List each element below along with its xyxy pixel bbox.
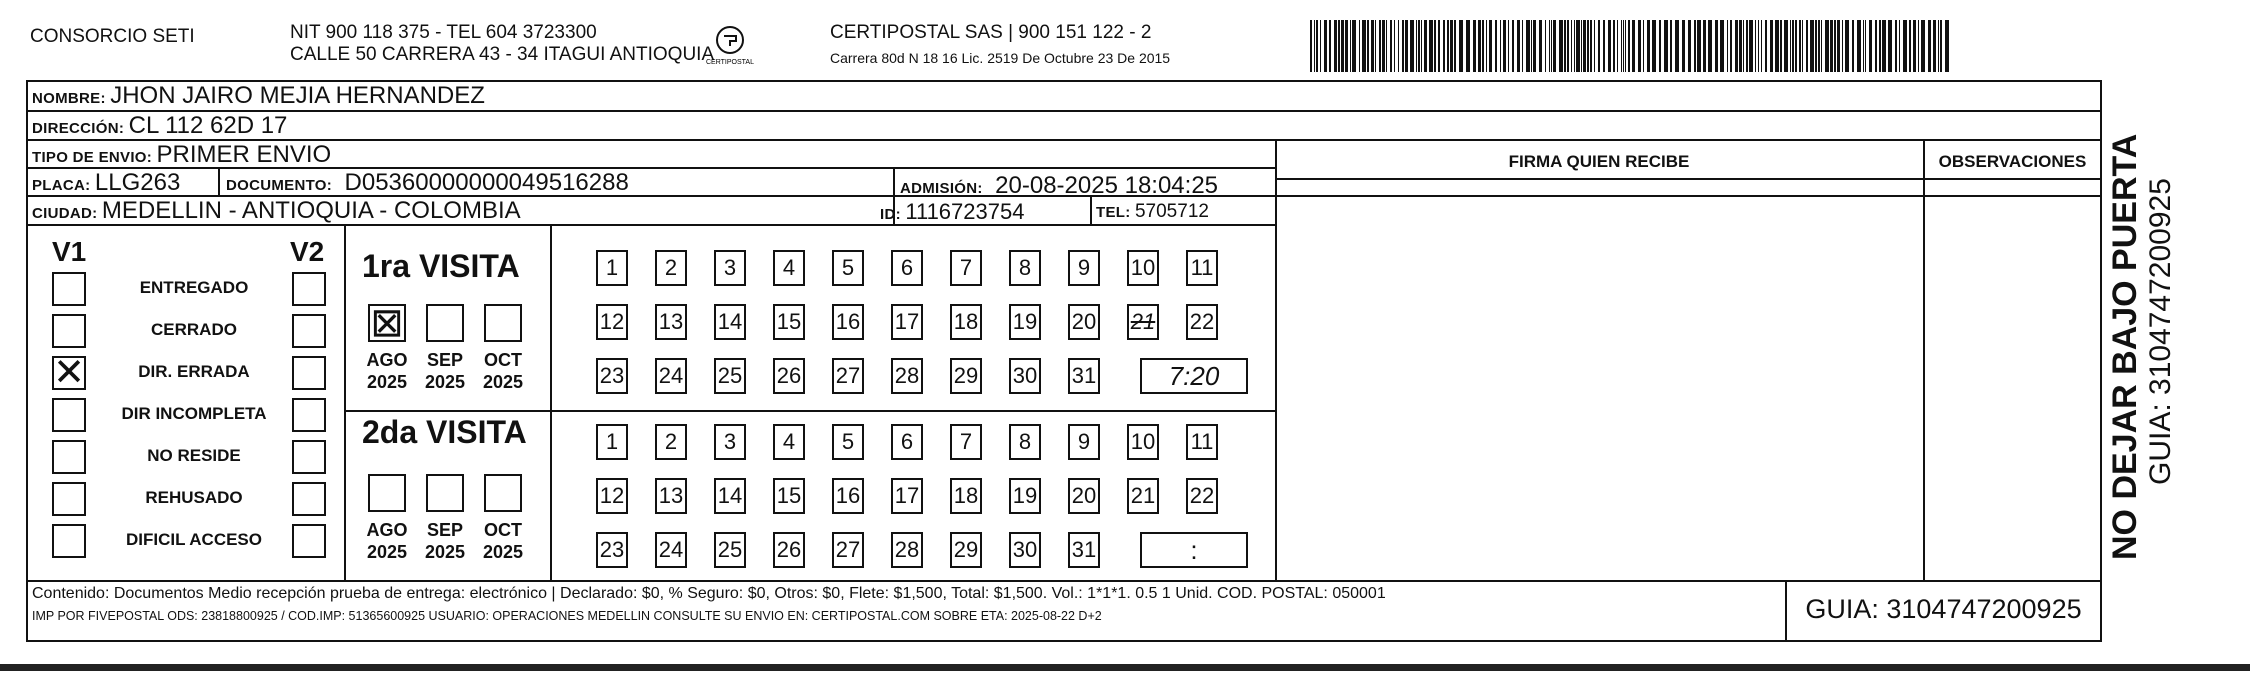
year-label: 2025 — [482, 542, 524, 562]
license-line: Carrera 80d N 18 16 Lic. 2519 De Octubre 23 De 2015 — [830, 50, 1171, 66]
v1-label: V1 — [52, 236, 87, 267]
reason-v2-checkbox[interactable] — [292, 314, 326, 348]
tipo-row — [32, 141, 331, 169]
day-box-26[interactable]: 26 — [773, 358, 805, 394]
day-box-30[interactable]: 30 — [1009, 358, 1041, 394]
day-box-14[interactable]: 14 — [714, 478, 746, 514]
day-box-11[interactable]: 11 — [1186, 424, 1218, 460]
day-box-9[interactable]: 9 — [1068, 250, 1100, 286]
day-box-25[interactable]: 25 — [714, 358, 746, 394]
visit2-title: 2da VISITA — [362, 414, 527, 450]
tel-label: TEL: — [1096, 204, 1131, 221]
month-label: SEP — [426, 350, 464, 370]
barcode — [1310, 20, 1950, 72]
day-box-10[interactable]: 10 — [1127, 424, 1159, 460]
reason-v2-checkbox[interactable] — [292, 398, 326, 432]
direccion-value: CL 112 62D 17 — [128, 112, 288, 139]
ciudad-label: CIUDAD: — [32, 205, 98, 222]
observaciones-area[interactable] — [1925, 180, 2100, 578]
tipo-value: PRIMER ENVIO — [156, 141, 332, 168]
reason-v2-checkbox[interactable] — [292, 272, 326, 306]
reason-label: DIR INCOMPLETA — [121, 404, 267, 423]
day-box-27[interactable]: 27 — [832, 358, 864, 394]
reason-label: DIFICIL ACCESO — [125, 530, 262, 549]
day-box-3[interactable]: 3 — [714, 424, 746, 460]
day-box-19[interactable]: 19 — [1009, 304, 1041, 340]
day-box-24[interactable]: 24 — [655, 358, 687, 394]
documento-value: D05360000000049516288 — [344, 169, 629, 196]
year-label: 2025 — [482, 372, 524, 392]
nombre-row — [32, 82, 485, 110]
certipostal-logo — [706, 24, 754, 68]
month-label: AGO — [366, 520, 408, 540]
day-box-16[interactable]: 16 — [832, 478, 864, 514]
day-box-10[interactable]: 10 — [1127, 250, 1159, 286]
admision-row — [900, 172, 1218, 200]
day-box-15[interactable]: 15 — [773, 304, 805, 340]
year-label: 2025 — [424, 372, 466, 392]
tipo-label: TIPO DE ENVIO: — [32, 149, 153, 166]
day-box-22[interactable]: 22 — [1186, 304, 1218, 340]
day-box-21[interactable]: 21 — [1127, 478, 1159, 514]
day-box-3[interactable]: 3 — [714, 250, 746, 286]
day-box-20[interactable]: 20 — [1068, 478, 1100, 514]
day-box-5[interactable]: 5 — [832, 250, 864, 286]
documento-row — [226, 169, 629, 197]
year-label: 2025 — [366, 542, 408, 562]
documento-label: DOCUMENTO: — [226, 177, 333, 194]
svg-text:CERTIPOSTAL: CERTIPOSTAL — [706, 59, 754, 66]
firma-header: FIRMA QUIEN RECIBE — [1508, 152, 1690, 171]
footer-guia: GUIA: 3104747200925 — [1805, 594, 2082, 624]
day-box-16[interactable]: 16 — [832, 304, 864, 340]
month-label: AGO — [366, 350, 408, 370]
day-box-4[interactable]: 4 — [773, 424, 805, 460]
day-box-8[interactable]: 8 — [1009, 424, 1041, 460]
id-row — [880, 199, 1024, 225]
nombre-label: NOMBRE: — [32, 90, 106, 107]
imp-line: IMP POR FIVEPOSTAL ODS: 23818800925 / COD.IMP: 51365600925 USUARIO: OPERACIONES MEDELLIN CONSULTE SU ENVIO EN: CERTIPOSTAL.COM SOBRE ETA: 2025-08-22 D+2 — [32, 609, 1102, 623]
day-box-31[interactable]: 31 — [1068, 358, 1100, 394]
reason-v2-checkbox[interactable] — [292, 524, 326, 558]
company-name: CONSORCIO SETI — [30, 26, 195, 47]
month-label: OCT — [484, 350, 522, 370]
day-box-28[interactable]: 28 — [891, 532, 923, 568]
time-box[interactable]: : — [1140, 532, 1248, 568]
tel-value: 5705712 — [1134, 201, 1209, 222]
day-box-23[interactable]: 23 — [596, 532, 628, 568]
reason-v2-checkbox[interactable] — [292, 440, 326, 474]
day-box-27[interactable]: 27 — [832, 532, 864, 568]
day-box-7[interactable]: 7 — [950, 424, 982, 460]
month-label: SEP — [426, 520, 464, 540]
signature-area[interactable] — [1276, 180, 1922, 578]
id-value: 1116723754 — [905, 199, 1025, 224]
day-box-1[interactable]: 1 — [596, 424, 628, 460]
day-box-23[interactable]: 23 — [596, 358, 628, 394]
observaciones-header: OBSERVACIONES — [1938, 152, 2087, 171]
reason-label: NO RESIDE — [147, 446, 241, 465]
placa-value: LLG263 — [94, 169, 181, 196]
day-box-20[interactable]: 20 — [1068, 304, 1100, 340]
day-box-14[interactable]: 14 — [714, 304, 746, 340]
day-box-19[interactable]: 19 — [1009, 478, 1041, 514]
day-box-13[interactable]: 13 — [655, 478, 687, 514]
day-box-2[interactable]: 2 — [655, 250, 687, 286]
v2-label: V2 — [290, 236, 325, 267]
day-box-2[interactable]: 2 — [655, 424, 687, 460]
address-line: CALLE 50 CARRERA 43 - 34 ITAGUI ANTIOQUIA — [290, 44, 715, 65]
id-label: ID: — [880, 206, 901, 223]
day-box-28[interactable]: 28 — [891, 358, 923, 394]
direccion-label: DIRECCIÓN: — [32, 120, 125, 137]
day-box-6[interactable]: 6 — [891, 250, 923, 286]
day-box-17[interactable]: 17 — [891, 478, 923, 514]
day-box-7[interactable]: 7 — [950, 250, 982, 286]
day-box-25[interactable]: 25 — [714, 532, 746, 568]
reason-v2-checkbox[interactable] — [292, 482, 326, 516]
reason-v1-checkbox[interactable]: ✕ — [53, 352, 85, 394]
month-checkbox-sep[interactable] — [426, 474, 464, 512]
reason-label: DIR. ERRADA — [138, 362, 250, 381]
month-checkbox-sep[interactable] — [426, 304, 464, 342]
day-box-12[interactable]: 12 — [596, 304, 628, 340]
reason-label: CERRADO — [151, 320, 237, 339]
vertical-guia: GUIA: 3104747200925 — [2144, 178, 2177, 485]
day-box-11[interactable]: 11 — [1186, 250, 1218, 286]
day-box-8[interactable]: 8 — [1009, 250, 1041, 286]
placa-label: PLACA: — [32, 177, 91, 194]
nit-line: NIT 900 118 375 - TEL 604 3723300 — [290, 22, 597, 43]
day-box-13[interactable]: 13 — [655, 304, 687, 340]
day-box-5[interactable]: 5 — [832, 424, 864, 460]
day-box-29[interactable]: 29 — [950, 358, 982, 394]
time-box[interactable]: 7:20 — [1140, 358, 1248, 394]
admision-value: 20-08-2025 18:04:25 — [995, 172, 1219, 199]
day-box-18[interactable]: 18 — [950, 478, 982, 514]
ciudad-value: MEDELLIN - ANTIOQUIA - COLOMBIA — [101, 197, 521, 224]
month-label: OCT — [484, 520, 522, 540]
carrier-line: CERTIPOSTAL SAS | 900 151 122 - 2 — [830, 22, 1152, 43]
day-box-18[interactable]: 18 — [950, 304, 982, 340]
month-checkbox-ago[interactable] — [368, 474, 406, 512]
day-box-30[interactable]: 30 — [1009, 532, 1041, 568]
tel-row — [1096, 201, 1209, 223]
day-box-17[interactable]: 17 — [891, 304, 923, 340]
day-box-1[interactable]: 1 — [596, 250, 628, 286]
nombre-value: JHON JAIRO MEJIA HERNANDEZ — [110, 82, 485, 109]
no-dejar-bajo-puerta: NO DEJAR BAJO PUERTA — [2106, 133, 2144, 560]
placa-row — [32, 169, 180, 197]
admision-label: ADMISIÓN: — [900, 180, 983, 197]
visit1-title: 1ra VISITA — [362, 248, 520, 284]
direccion-row — [32, 112, 287, 140]
day-box-29[interactable]: 29 — [950, 532, 982, 568]
day-box-12[interactable]: 12 — [596, 478, 628, 514]
reason-v2-checkbox[interactable] — [292, 356, 326, 390]
day-box-15[interactable]: 15 — [773, 478, 805, 514]
day-box-4[interactable]: 4 — [773, 250, 805, 286]
month-checkbox-ago[interactable]: ⊠ — [368, 304, 406, 342]
day-box-26[interactable]: 26 — [773, 532, 805, 568]
year-label: 2025 — [424, 542, 466, 562]
month-checkbox-oct[interactable] — [484, 474, 522, 512]
day-box-31[interactable]: 31 — [1068, 532, 1100, 568]
day-box-9[interactable]: 9 — [1068, 424, 1100, 460]
reason-label: REHUSADO — [145, 488, 243, 507]
year-label: 2025 — [366, 372, 408, 392]
month-checkbox-oct[interactable] — [484, 304, 522, 342]
bottom-rule — [0, 664, 2250, 671]
day-box-6[interactable]: 6 — [891, 424, 923, 460]
day-box-21[interactable]: 21 — [1127, 304, 1159, 340]
day-box-24[interactable]: 24 — [655, 532, 687, 568]
ciudad-row — [32, 197, 521, 225]
contenido-line: Contenido: Documentos Medio recepción prueba de entrega: electrónico | Declarado: $0, % Seguro: $0, Otros: $0, Flete: $1,500, Total: $1,500. Vol.: 1*1*1. 0.5 1 Unid. COD. POSTAL: 050001 — [32, 585, 1386, 602]
day-box-22[interactable]: 22 — [1186, 478, 1218, 514]
reason-label: ENTREGADO — [139, 278, 249, 297]
